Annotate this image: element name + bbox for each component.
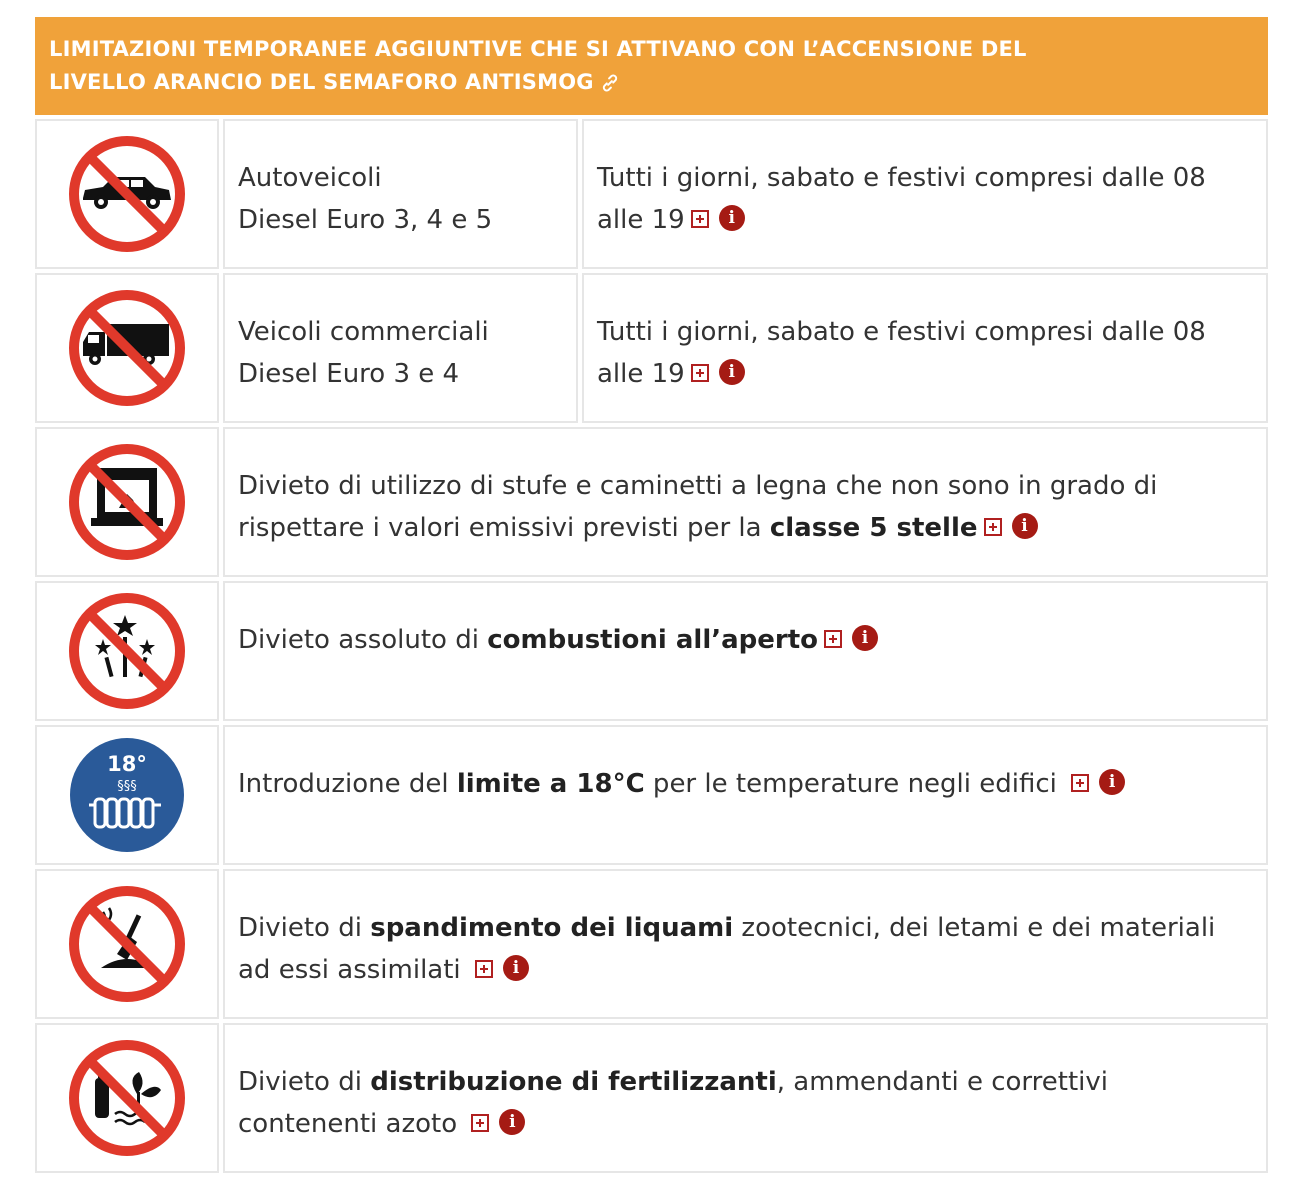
vehicle-type: Veicoli commerciali [238,317,489,347]
no-fertilizer-icon [67,1038,187,1158]
no-manure-spreading-icon [67,884,187,1004]
info-icon[interactable]: i [852,625,878,651]
schedule-cell [582,119,1268,269]
schedule-text: Tutti i giorni, sabato e festivi compresi dalle 08 alle 19 [597,163,1206,235]
no-truck-icon [67,288,187,408]
plus-box-icon[interactable] [471,1114,489,1132]
table-row [35,273,1268,423]
restriction-cell [223,725,1268,865]
plus-box-icon[interactable] [984,518,1002,536]
badge-temperature: 18° [107,752,147,776]
restriction-cell [223,581,1268,721]
vehicle-type: Autoveicoli [238,163,382,193]
plus-box-icon[interactable] [475,960,493,978]
no-fireworks-icon [67,591,187,711]
table-row [35,581,1268,721]
icon-cell [35,869,219,1019]
restriction-text-post: zootecnici, dei letami e dei materiali ad essi assimilati [238,913,1216,985]
restriction-cell [223,1023,1268,1173]
restriction-cell [223,427,1268,577]
badge-heat-waves: §§§ [117,779,137,794]
no-car-icon [67,134,187,254]
vehicle-class: Diesel Euro 3 e 4 [238,359,460,389]
table-row [35,725,1268,865]
schedule-text: Tutti i giorni, sabato e festivi compresi dalle 08 alle 19 [597,317,1206,389]
radiator-18-icon [67,735,187,855]
header-line-2-text: LIVELLO ARANCIO DEL SEMAFORO ANTISMOG [49,70,594,94]
restriction-text: Divieto assoluto di [238,625,488,655]
info-icon[interactable]: i [503,955,529,981]
vehicle-class: Diesel Euro 3, 4 e 5 [238,205,493,235]
table-row [35,427,1268,577]
table-row [35,119,1268,269]
plus-box-icon[interactable] [824,630,842,648]
info-icon[interactable]: i [1012,513,1038,539]
table-row [35,869,1268,1019]
restriction-bold: combustioni all’aperto [487,625,819,655]
plus-box-icon[interactable] [1071,774,1089,792]
icon-cell [35,1023,219,1173]
restriction-text: Divieto di [238,1067,371,1097]
restriction-cell [223,869,1268,1019]
vehicle-cell [223,119,578,269]
restriction-bold: distribuzione di fertilizzanti [370,1067,777,1097]
icon-cell [35,273,219,423]
no-fireplace-icon [67,442,187,562]
restrictions-table [35,17,1268,1177]
info-icon[interactable]: i [719,359,745,385]
info-icon[interactable]: i [719,205,745,231]
plus-box-icon[interactable] [691,210,709,228]
restriction-bold: limite a 18°C [456,769,645,799]
link-icon[interactable] [598,72,622,94]
header-line-2 [49,66,1254,99]
info-icon[interactable]: i [1099,769,1125,795]
vehicle-cell [223,273,578,423]
table-header [35,17,1268,115]
icon-cell [35,581,219,721]
icon-cell [35,119,219,269]
restriction-text: Divieto di utilizzo di stufe e caminetti a legna che non sono in grado di rispettare i valori emissivi previsti per la [238,471,1158,543]
restriction-bold: classe 5 stelle [769,513,978,543]
restrictions-grid [31,115,1272,1177]
table-row [35,1023,1268,1173]
plus-box-icon[interactable] [691,364,709,382]
icon-cell [35,725,219,865]
header-line-1: LIMITAZIONI TEMPORANEE AGGIUNTIVE CHE SI ATTIVANO CON L’ACCENSIONE DEL [49,37,1027,61]
restriction-text-post: per le temperature negli edifici [644,769,1066,799]
restriction-text: Divieto di [238,913,371,943]
info-icon[interactable]: i [499,1109,525,1135]
schedule-cell [582,273,1268,423]
icon-cell [35,427,219,577]
restriction-bold: spandimento dei liquami [370,913,734,943]
restriction-text-post: , ammendanti e correttivi contenenti azoto [238,1067,1109,1139]
restriction-text: Introduzione del [238,769,457,799]
